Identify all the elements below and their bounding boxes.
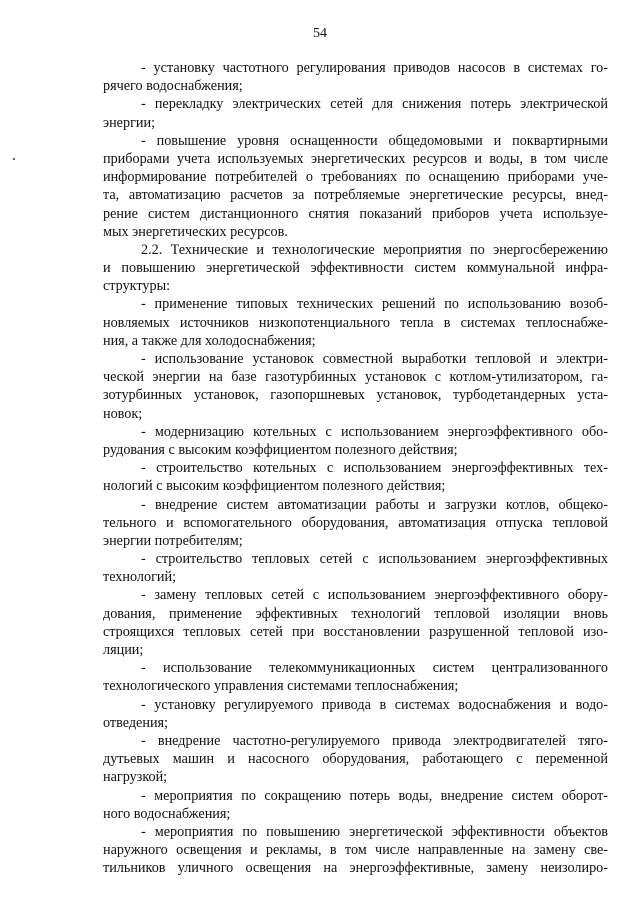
text-line: та, автоматизацию расчетов за потребляемые энергетические ресурсы, внед- xyxy=(103,187,608,204)
text-line: нагрузкой; xyxy=(103,769,168,786)
text-line: нологий с высоким коэффициентом полезного действия; xyxy=(103,478,446,495)
text-line: - применение типовых технических решений по использованию возоб- xyxy=(141,296,608,313)
text-line: - модернизацию котельных с использованием энергоэффективного обо- xyxy=(141,423,608,440)
text-line: тильников уличного освещения на энергоэффективные, замену неизолиро- xyxy=(103,860,608,877)
text-line: - установку регулируемого привода в системах водоснабжения и водо- xyxy=(141,696,608,713)
text-line: отведения; xyxy=(103,714,169,731)
text-line: ческой энергии на базе газотурбинных установок с котлом-утилизатором, га- xyxy=(103,369,608,386)
text-line: ния, а также для холодоснабжения; xyxy=(103,332,316,349)
body-text xyxy=(103,59,608,877)
text-line: - строительство котельных с использованием энергоэффективных тех- xyxy=(141,460,608,477)
text-line: наружного освещения и рекламы, в том числе направленные на замену све- xyxy=(103,842,608,859)
text-line: рячего водоснабжения; xyxy=(103,78,243,95)
text-line: - повышение уровня оснащенности общедомовыми и поквартирными xyxy=(141,132,608,149)
text-line: энергии; xyxy=(103,114,156,131)
text-line: информирование потребителей о требованиях по оснащению приборами уче- xyxy=(103,169,608,186)
text-line: 2.2. Технические и технологические мероприятия по энергосбережению xyxy=(141,241,608,258)
text-line: приборами учета используемых энергетических ресурсов и воды, в том числе xyxy=(103,150,608,167)
text-line: - мероприятия по повышению энергетической эффективности объектов xyxy=(141,823,608,840)
text-line: - строительство тепловых сетей с использованием энергоэффективных xyxy=(141,551,608,568)
text-line: строящихся тепловых сетей при восстановлении разрушенной тепловой изо- xyxy=(103,623,608,640)
text-line: рудования с высоким коэффициентом полезного действия; xyxy=(103,441,458,458)
text-line: - внедрение систем автоматизации работы и загрузки котлов, общеко- xyxy=(141,496,608,513)
text-line: структуры: xyxy=(103,278,171,295)
text-line: зотурбинных установок, газопоршневых установок, турбодетандерных уста- xyxy=(103,387,608,404)
text-line: - установку частотного регулирования приводов насосов в системах го- xyxy=(141,60,608,76)
text-line: дутьевых машин и насосного оборудования, работающего с переменной xyxy=(103,751,608,768)
text-line: - использование установок совместной выработки тепловой и электри- xyxy=(141,351,608,367)
text-line: новляемых источников низкопотенциального тепла в системах теплоснабже- xyxy=(103,314,608,331)
text-line: ного водоснабжения; xyxy=(103,805,231,822)
text-line: рение систем дистанционного снятия показаний приборов учета используе- xyxy=(103,205,608,222)
text-line: новок; xyxy=(103,405,143,422)
text-line: дования, применение эффективных технологий тепловой изоляции вновь xyxy=(103,605,608,622)
text-line: - замену тепловых сетей с использованием энергоэффективного обору- xyxy=(141,587,608,604)
text-line: технологий; xyxy=(103,569,177,586)
text-line: - мероприятия по сокращению потерь воды, внедрение систем оборот- xyxy=(141,787,608,804)
text-line: энергии потребителям; xyxy=(103,532,243,549)
text-line: и повышению энергетической эффективности систем коммунальной инфра- xyxy=(103,260,608,277)
text-line: ляции; xyxy=(103,642,144,658)
text-line: - использование телекоммуникационных систем централизованного xyxy=(141,660,608,677)
text-line: - внедрение частотно-регулируемого привода электродвигателей тяго- xyxy=(141,732,608,749)
text-line: - перекладку электрических сетей для снижения потерь электрической xyxy=(141,96,608,113)
page-number: 54 xyxy=(313,26,327,41)
scan-speck xyxy=(13,158,15,160)
text-line: технологического управления системами теплоснабжения; xyxy=(103,678,459,695)
text-line: тельного и вспомогательного оборудования, автоматизация отпуска тепловой xyxy=(103,514,608,531)
text-line: мых энергетических ресурсов. xyxy=(103,223,288,240)
